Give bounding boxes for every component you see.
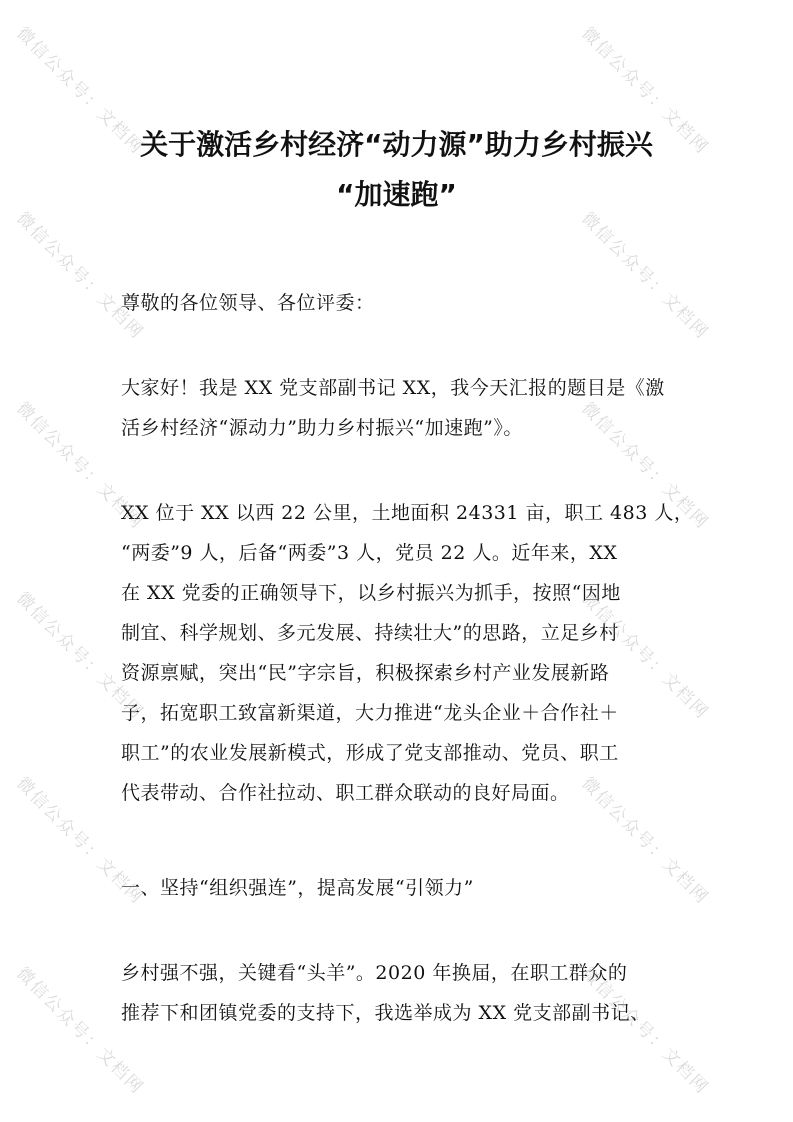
paragraph-line: 资源禀赋，突出“民”字宗旨，积极探索乡村产业发展新路: [121, 662, 610, 684]
watermark-text: 微信公众号：文档网: [577, 398, 713, 534]
paragraph-line: 职工”的农业发展新模式，形成了党支部推动、党员、职工: [121, 742, 619, 764]
watermark-text: 微信公众号：文档网: [577, 208, 713, 344]
paragraph-line: “两委”9 人，后备“两委”3 人，党员 22 人。近年来，XX: [121, 542, 618, 564]
document-title-line-2: “加速跑”: [336, 178, 457, 211]
section-1-paragraph: [121, 953, 677, 1033]
paragraph-line: 在 XX 党委的正确领导下，以乡村振兴为抓手，按照“因地: [121, 582, 621, 604]
salutation: [121, 283, 677, 323]
watermark-text: 微信公众号：文档网: [12, 773, 148, 909]
paragraph-line: 大家好！我是 XX 党支部副书记 XX，我今天汇报的题目是《激: [121, 377, 665, 399]
watermark-text: 微信公众号：文档网: [577, 23, 713, 159]
greeting-paragraph: [121, 368, 677, 448]
section-1-heading: 一、坚持“组织强连”，提高发展“引领力”: [121, 877, 474, 899]
watermark-text: 微信公众号：文档网: [12, 208, 148, 344]
paragraph-line: 制宜、科学规划、多元发展、持续壮大”的思路，立足乡村: [121, 622, 619, 644]
paragraph-line: 推荐下和团镇党委的支持下，我选举成为 XX 党支部副书记、: [121, 1002, 650, 1024]
watermark-text: 微信公众号：文档网: [12, 23, 148, 159]
section-heading: [121, 868, 677, 908]
paragraph-line: XX 位于 XX 以西 22 公里，土地面积 24331 亩，职工 483 人，: [121, 502, 694, 524]
watermark-text: 微信公众号：文档网: [12, 398, 148, 534]
watermark-text: 微信公众号：文档网: [577, 773, 713, 909]
intro-paragraph: [121, 493, 694, 813]
paragraph-line: 子，拓宽职工致富新渠道，大力推进“龙头企业＋合作社＋: [121, 702, 619, 724]
paragraph-line: 乡村强不强，关键看“头羊”。2020 年换届，在职工群众的: [121, 962, 628, 984]
paragraph-line: 代表带动、合作社拉动、职工群众联动的良好局面。: [121, 782, 570, 804]
paragraph-line: 活乡村经济“源动力”助力乡村振兴“加速跑”》。: [121, 417, 523, 439]
watermark-text: 微信公众号：文档网: [577, 963, 713, 1099]
watermark-text: 微信公众号：文档网: [12, 588, 148, 724]
watermark-text: 微信公众号：文档网: [577, 588, 713, 724]
watermark-text: 微信公众号：文档网: [12, 963, 148, 1099]
salutation-text: 尊敬的各位领导、各位评委：: [121, 292, 375, 314]
document-title-line-1: 关于激活乡村经济“动力源”助力乡村振兴: [140, 128, 653, 161]
